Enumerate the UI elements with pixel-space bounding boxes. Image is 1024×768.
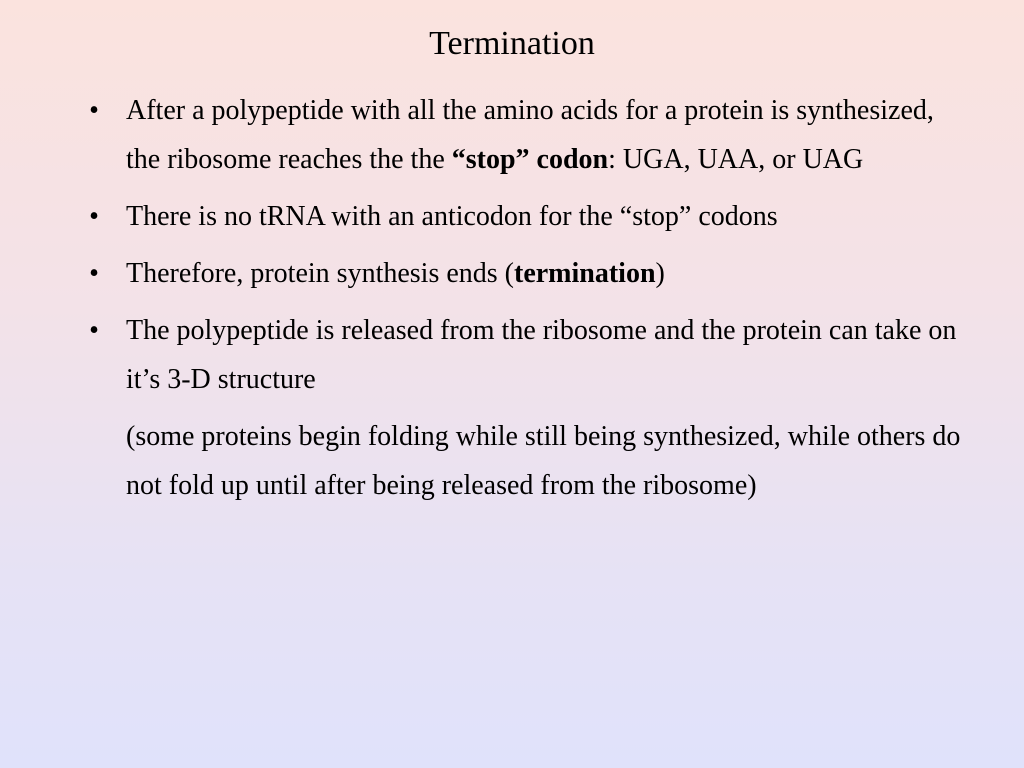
bullet-text-end: : UGA, UAA, or UAG: [608, 144, 864, 175]
note-paragraph: (some proteins begin folding while still being synthesized, while others do not fold up until after being released from the ribosome): [126, 421, 961, 501]
bullet-bold-text: “stop” codon: [451, 144, 609, 175]
bullet-marker: •: [89, 95, 99, 126]
bullet-text-end: ): [655, 258, 665, 289]
bullet-bold-text: termination: [514, 258, 656, 289]
bullet-marker: •: [89, 258, 99, 289]
bullet-text: After a polypeptide with all the amino acids for a protein is synthesized, the ribosome reaches the the: [126, 95, 934, 175]
bullet-item: [84, 86, 964, 184]
bullet-text: The polypeptide is released from the ribosome and the protein can take on it’s 3-D structure: [126, 315, 957, 395]
bullet-list: [84, 86, 964, 510]
bullet-item: [84, 306, 964, 404]
bullet-marker: •: [89, 315, 99, 346]
bullet-text: Therefore, protein synthesis ends (: [126, 258, 514, 289]
slide-title: Termination: [429, 25, 595, 62]
bullet-item: [84, 192, 964, 241]
bullet-item: [84, 249, 964, 298]
bullet-text: There is no tRNA with an anticodon for the “stop” codons: [126, 201, 778, 232]
bullet-marker: •: [89, 201, 99, 232]
